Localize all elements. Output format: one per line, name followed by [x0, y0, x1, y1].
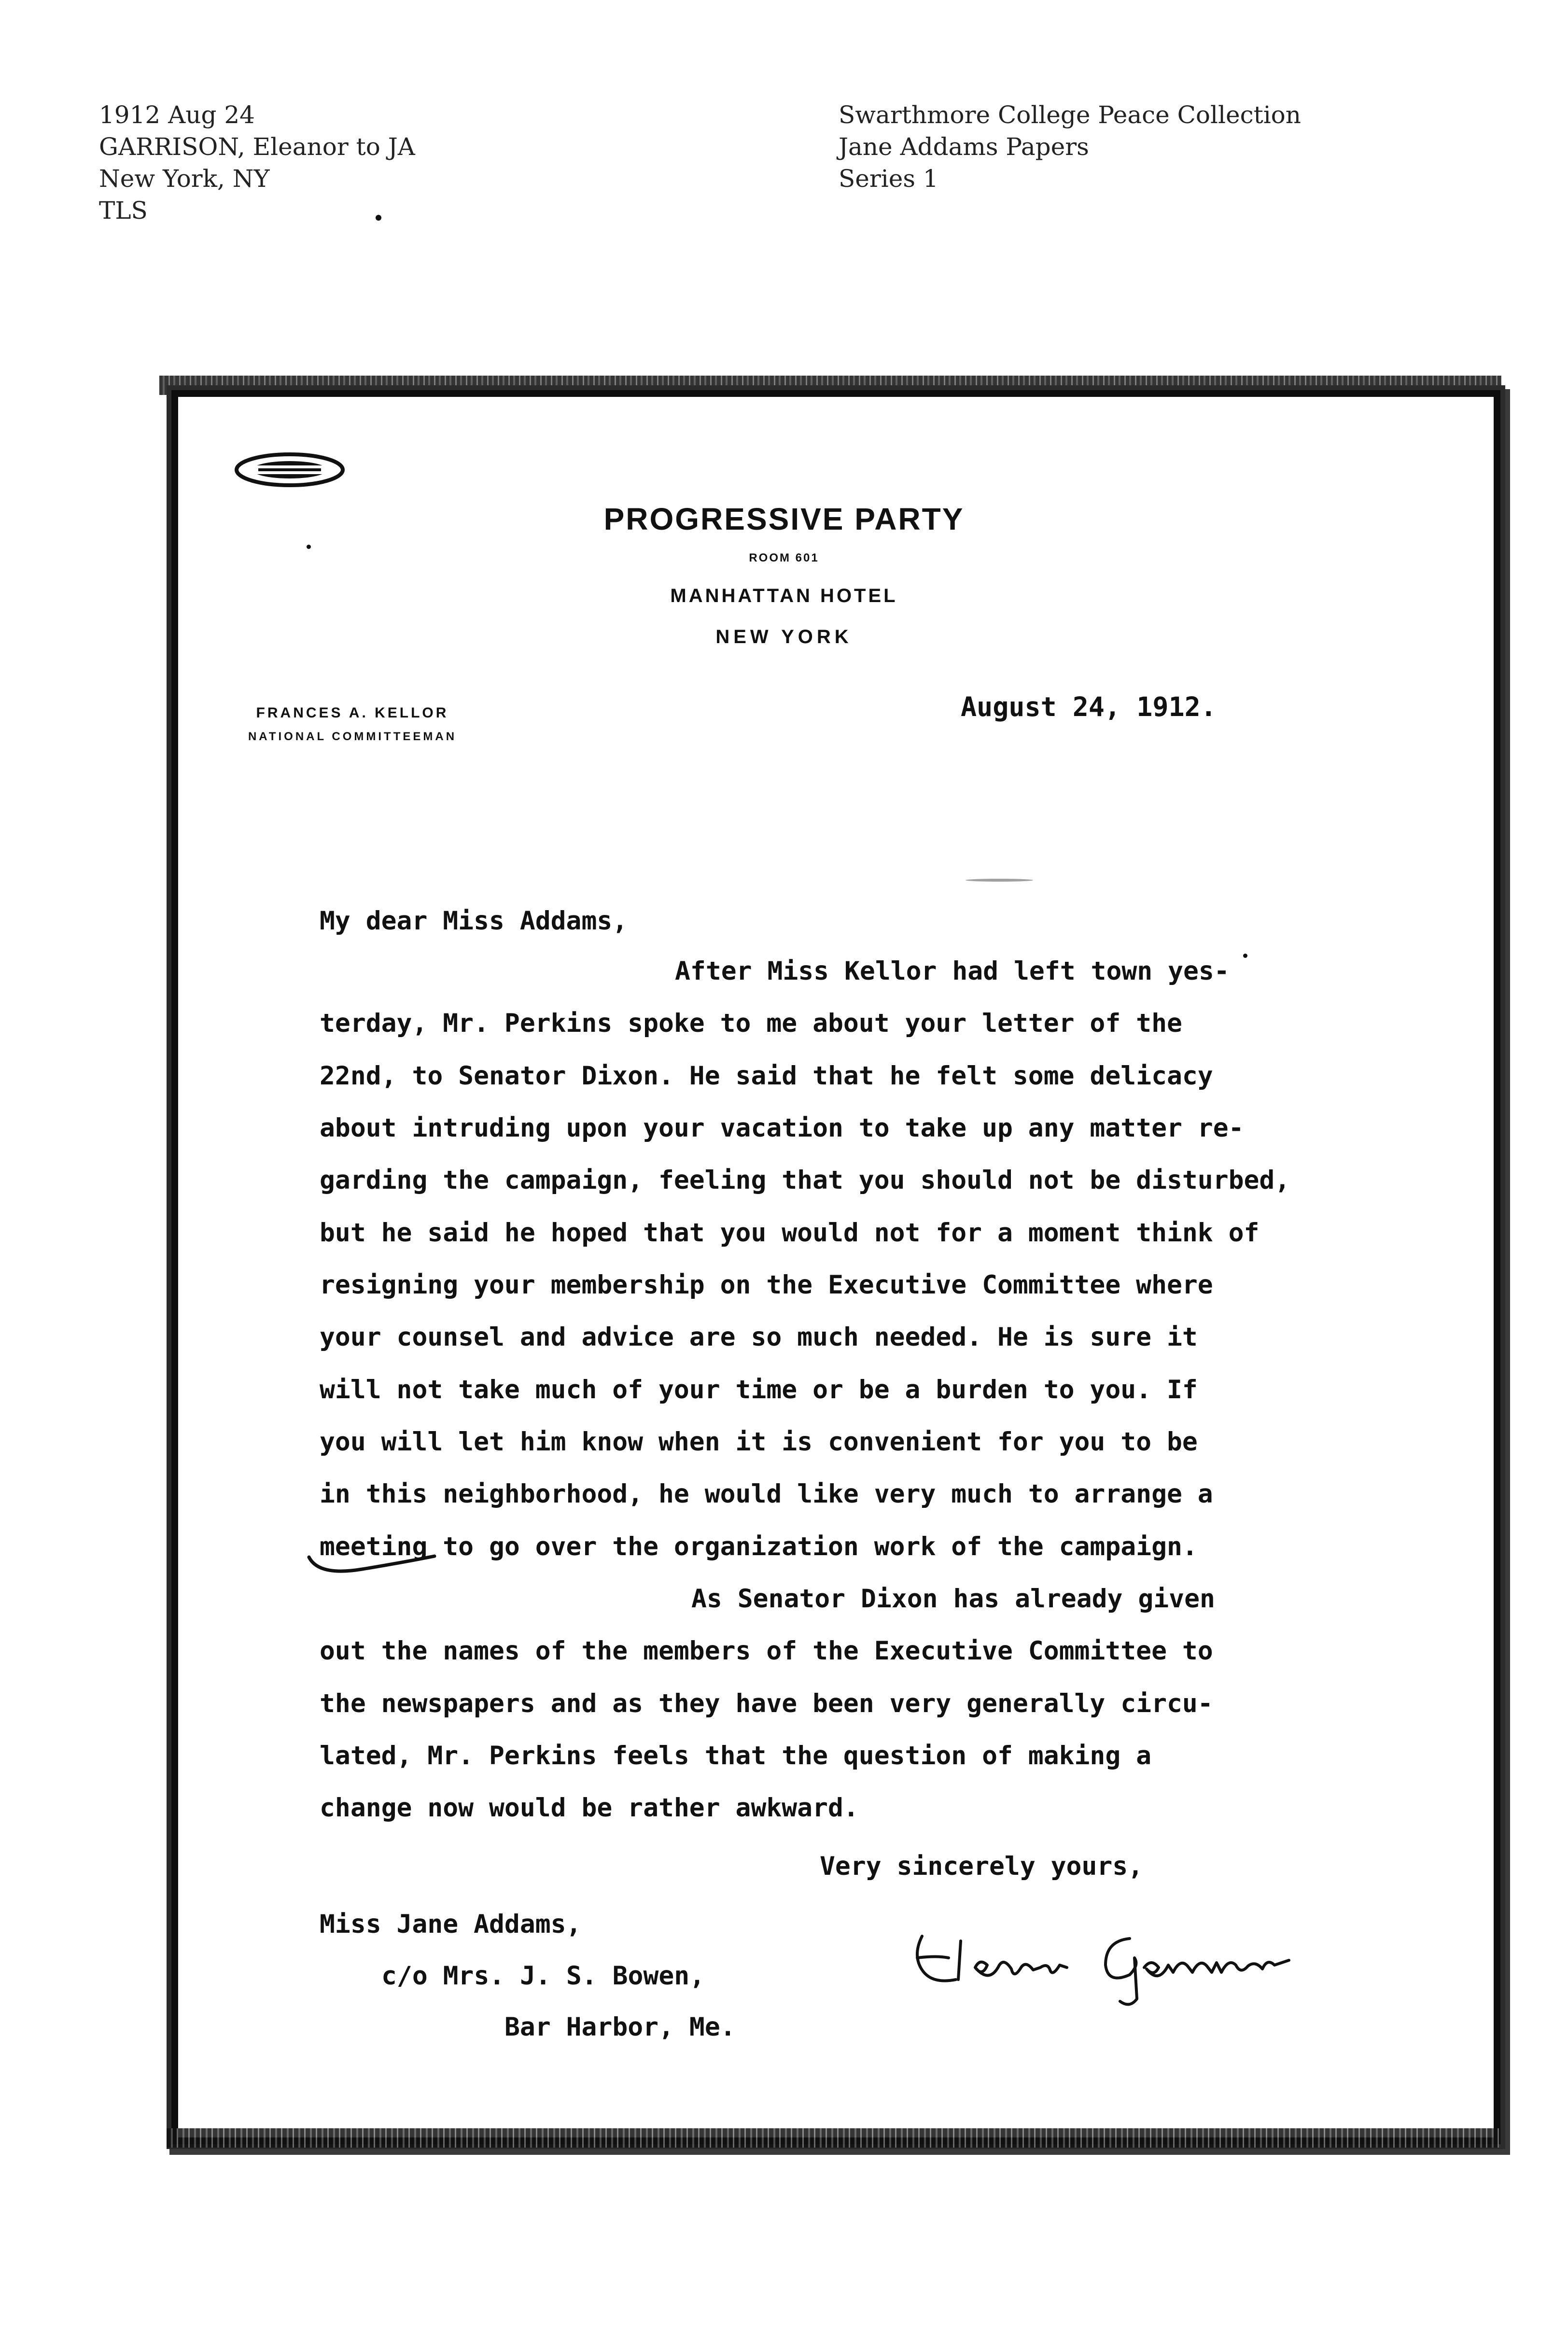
handwritten-signature [903, 1912, 1313, 2009]
archive-series: Series 1 [839, 165, 938, 193]
body-line: your counsel and advice are so much needed. He is sure it [320, 1322, 1198, 1352]
recipient-name: Miss Jane Addams, [320, 1910, 582, 1939]
body-line: about intruding upon your vacation to take up any matter re- [320, 1113, 1244, 1143]
body-line: out the names of the members of the Executive Committee to [320, 1636, 1213, 1666]
letterhead-city: NEW YORK [715, 626, 853, 647]
archive-correspondents: GARRISON, Eleanor to JA [99, 133, 415, 161]
recipient-location: Bar Harbor, Me. [504, 2012, 736, 2042]
scan-speck [1243, 954, 1247, 958]
letterhead-party: PROGRESSIVE PARTY [603, 502, 965, 536]
letterhead-sender-name: FRANCES A. KELLOR [256, 705, 449, 721]
body-line: garding the campaign, feeling that you should not be disturbed, [320, 1166, 1290, 1195]
letter-sheet [171, 390, 1500, 2144]
letter-date: August 24, 1912. [961, 691, 1217, 722]
handwritten-underline-mark [304, 1543, 439, 1581]
scan-speck [966, 879, 1033, 882]
torn-edge-bottom [167, 2128, 1499, 2148]
body-line: After Miss Kellor had left town yes- [675, 956, 1230, 986]
party-emblem-icon [232, 448, 348, 492]
body-line: As Senator Dixon has already given [691, 1584, 1215, 1614]
body-line: lated, Mr. Perkins feels that the question of making a [320, 1741, 1152, 1771]
archive-collection: Swarthmore College Peace Collection [839, 101, 1301, 129]
scan-speck [307, 545, 311, 549]
salutation: My dear Miss Addams, [320, 906, 628, 936]
body-line: meeting to go over the organization work of the campaign. [320, 1532, 1198, 1561]
archive-place: New York, NY [99, 165, 270, 193]
archive-date: 1912 Aug 24 [99, 101, 255, 129]
archive-metadata-right [839, 99, 1301, 195]
body-line: you will let him know when it is convenient for you to be [320, 1427, 1198, 1457]
letterhead-hotel: MANHATTAN HOTEL [670, 585, 898, 606]
body-line: terday, Mr. Perkins spoke to me about your letter of the [320, 1009, 1182, 1038]
body-line: the newspapers and as they have been very generally circu- [320, 1689, 1213, 1718]
closing: Very sincerely yours, [820, 1852, 1144, 1881]
archive-doc-type: TLS [99, 197, 148, 225]
recipient-care-of: c/o Mrs. J. S. Bowen, [381, 1961, 705, 1991]
body-line: change now would be rather awkward. [320, 1793, 859, 1823]
body-line: resigning your membership on the Executive Committee where [320, 1270, 1213, 1300]
body-line: 22nd, to Senator Dixon. He said that he felt some delicacy [320, 1061, 1213, 1091]
body-line: but he said he hoped that you would not for a moment think of [320, 1218, 1260, 1248]
letterhead-room: ROOM 601 [749, 551, 819, 564]
letterhead-sender-title: NATIONAL COMMITTEEMAN [248, 730, 457, 743]
scan-speck [376, 215, 381, 221]
archive-papers: Jane Addams Papers [839, 133, 1089, 161]
body-line: in this neighborhood, he would like very much to arrange a [320, 1479, 1213, 1509]
archive-metadata-left [99, 99, 415, 226]
body-line: will not take much of your time or be a burden to you. If [320, 1375, 1198, 1405]
